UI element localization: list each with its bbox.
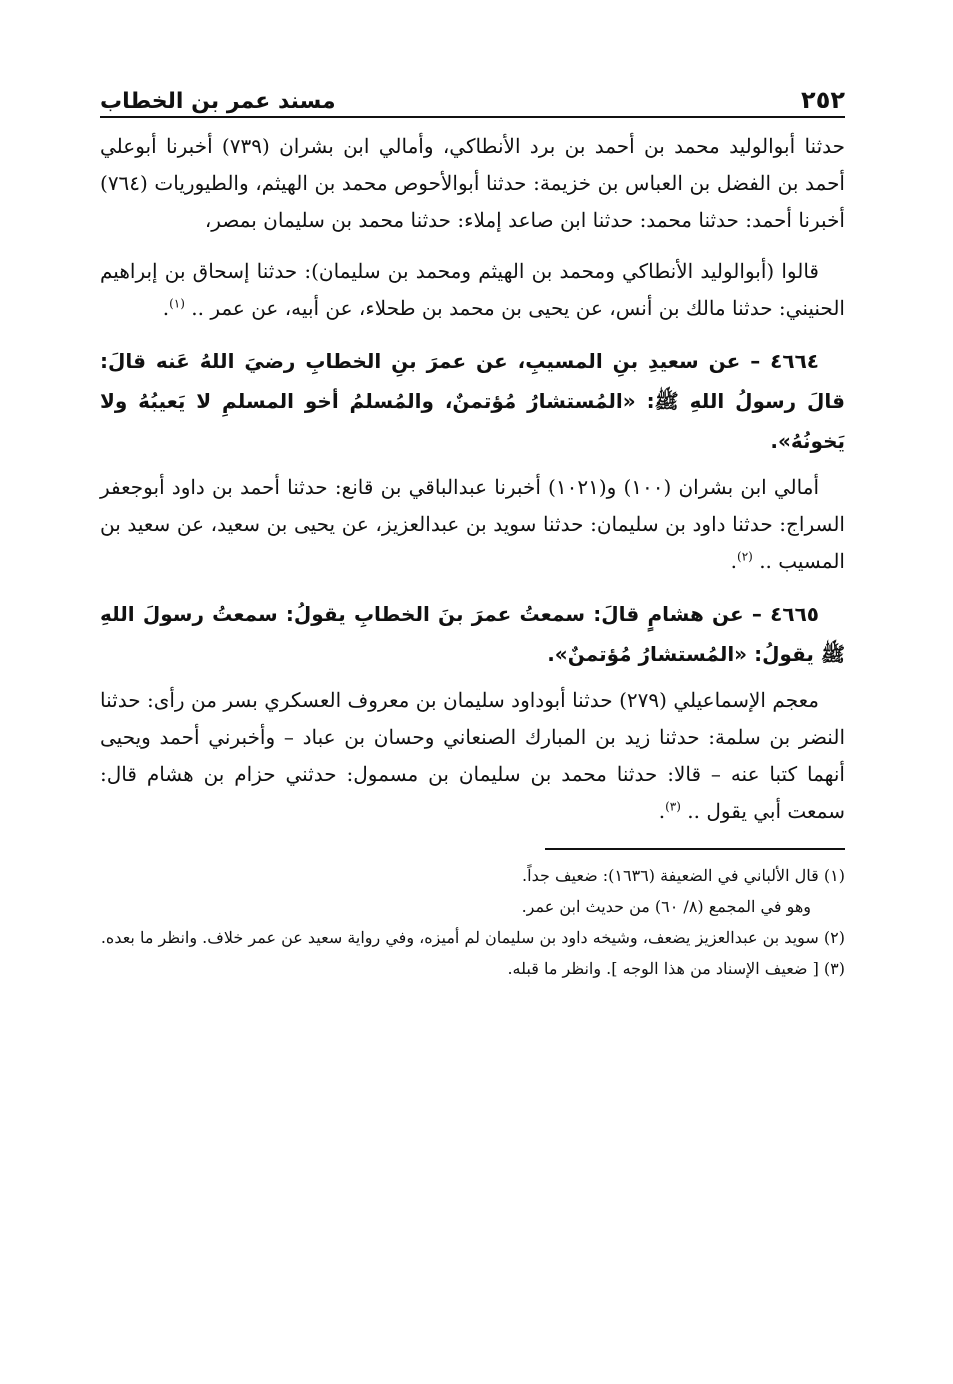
hadith-4665: ٤٦٦٥ – عن هشامٍ قالَ: سمعتُ عمرَ بنَ الخطابِ يقولُ: سمعتُ رسولَ اللهِ ﷺ يقولُ: «المُستشارُ مُؤتمنٌ». — [100, 602, 845, 666]
footnote-1: (١) قال الألباني في الضعيفة (١٦٣٦): ضعيف جداً. — [522, 866, 845, 885]
document-page — [100, 74, 845, 984]
footnote-ref-2: (٢) — [737, 549, 753, 564]
paragraph-source-4664: أمالي ابن بشران (١٠٠) و(١٠٢١) أخبرنا عبدالباقي بن قانع: حدثنا أحمد بن داود أبوجعفر السراج: حدثنا داود بن سليمان: حدثنا سويد بن عبدالعزيز، عن يحيى بن سعيد، عن سعيد بن المسيب .. $^{(٢)}$. — [100, 475, 845, 573]
footnote-ref-1: (١) — [169, 296, 185, 311]
footnote-divider — [545, 848, 845, 850]
page-number: ٢٥٢ — [801, 86, 845, 114]
paragraph-isnad-1: حدثنا أبوالوليد محمد بن أحمد بن برد الأنطاكي، وأمالي ابن بشران (٧٣٩) أخبرنا أبوعلي أحمد بن الفضل بن العباس بن خزيمة: حدثنا أبوالأحوص محمد بن الهيثم، والطيوريات (٧٦٤) أخبرنا أحمد: حدثنا محمد: حدثنا ابن صاعد إملاء: حدثنا محمد بن سليمان بمصر، — [100, 134, 845, 232]
page-header — [100, 74, 845, 118]
footnote-ref-3: (٣) — [665, 799, 681, 814]
hadith-4664: ٤٦٦٤ – عن سعيدِ بنِ المسيبِ، عن عمرَ بنِ الخطابِ رضيَ اللهُ عَنه قالَ: قالَ رسولُ اللهِ ﷺ: «المُستشارُ مُؤتمنٌ، والمُسلمُ أخو المسلمِ لا يَعيبُهُ ولا يَخونُهُ». — [100, 349, 845, 453]
paragraph-source-4665: معجم الإسماعيلي (٢٧٩) حدثنا أبوداود سليمان بن معروف العسكري بسر من رأى: حدثنا النضر بن سلمة: حدثنا زيد بن المبارك الصنعاني وحسان بن عباد – وأخبرني أحمد ويحيى أنهما كتبا عنه – قالا: حدثنا محمد بن سليمان بن مسمول: حدثني حزام بن هشام قال: سمعت أبي يقول .. $^{(٣)}$. — [100, 688, 845, 823]
paragraph-isnad-2: قالوا (أبوالوليد الأنطاكي ومحمد بن الهيثم ومحمد بن سليمان): حدثنا إسحاق بن إبراهيم الحنيني: حدثنا مالك بن أنس، عن يحيى بن محمد بن طحلاء، عن أبيه، عن عمر .. $^{(١)}$. — [100, 259, 845, 320]
running-title: مسند عمر بن الخطاب — [100, 89, 336, 114]
footnote-2: (٢) سويد بن عبدالعزيز يضعف، وشيخه داود بن سليمان لم أميزه، وفي رواية سعيد عن عمر خلاف. وانظر ما بعده. — [100, 928, 845, 947]
footnote-3: (٣) [ ضعيف الإسناد من هذا الوجه ]. وانظر ما قبله. — [507, 959, 845, 978]
page-body — [100, 128, 845, 830]
footnote-1-continued: وهو في المجمع (٨/ ٦٠) من حديث ابن عمر. — [521, 897, 811, 916]
footnotes — [100, 860, 845, 984]
